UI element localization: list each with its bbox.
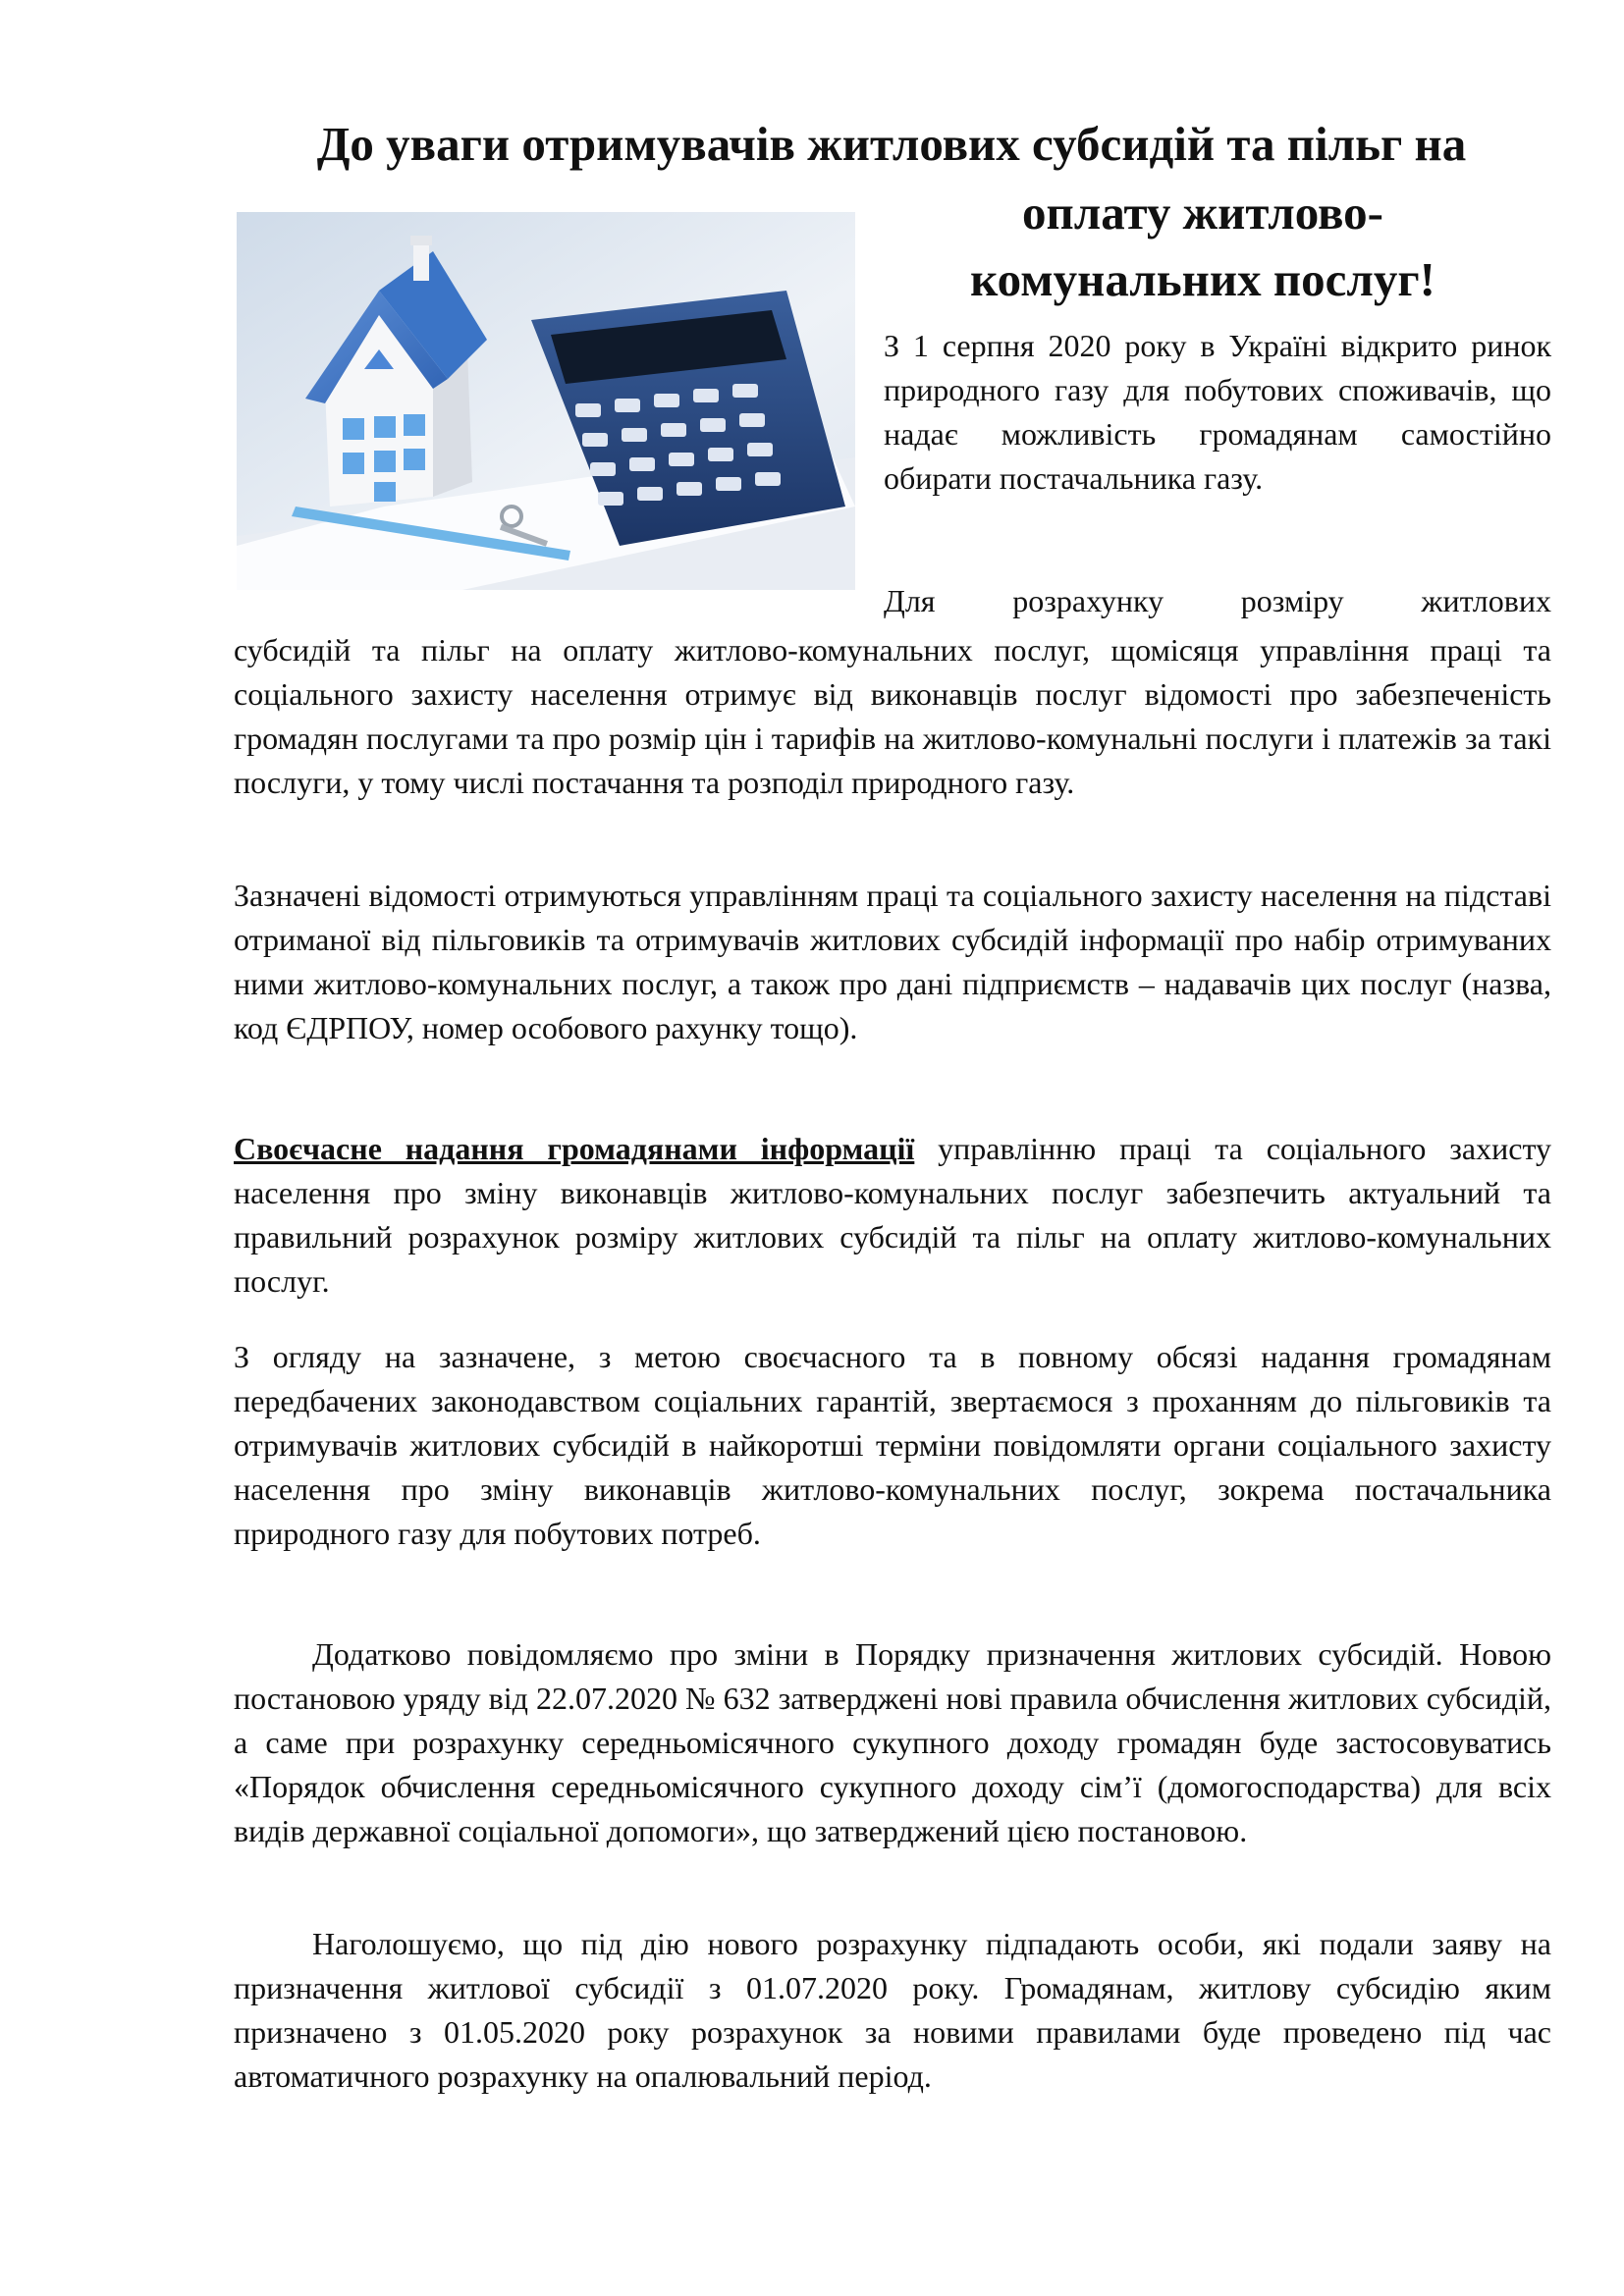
timely-info-emphasis: Своєчасне надання громадянами інформації [234,1131,915,1166]
appeal-paragraph: З огляду на зазначене, з метою своєчасного та в повному обсязі надання громадянам передбачених законодавством соціальних гарантій, звертаємося з проханням до пільговиків та отримувачів житлових субсидій в найкоротші терміни повідомляти органи соціального захисту населення про зміну виконавців житлово-комунальних послуг, зокрема постачальника природного газу для побутових потреб. [234,1339,1551,1551]
timely-info-text: управлінню праці та соціального захисту населення про зміну виконавців житлово-комунальних послуг забезпечить актуальний та правильний розрахунок розміру житлових субсидій та пільг на оплату житлово-комунальних послуг. [234,1131,1552,1299]
calc-paragraph-first-line: Для розрахунку розміру житлових [884,583,1551,618]
calc-paragraph: субсидій та пільг на оплату житлово-комунальних послуг, щомісяця управління праці та соціального захисту населення отримує від виконавців послуг відомості про забезпеченість громадян послугами та про розмір цін і тарифів на житлово-комунальні послуги і платежів за такі послуги, у тому числі постачання та розподіл природного газу. [234,632,1551,800]
emphasis-paragraph: Наголошуємо, що під дію нового розрахунку підпадають особи, які подали заяву на призначення житлової субсидії з 01.07.2020 року. Громадянам, житлову субсидію яким призначено з 01.05.2020 року розрахунок за новими правилами буде проведено під час автоматичного розрахунку на опалювальний період. [234,1926,1551,2094]
timely-info-paragraph [234,1127,1551,1304]
heading-line-1: До уваги отримувачів житлових субсидій та пільг на [316,117,1467,171]
house-calculator-image [237,212,855,590]
heading-line-3: комунальних послуг! [970,252,1435,306]
intro-paragraph: З 1 серпня 2020 року в Україні відкрито ринок природного газу для побутових споживачів, що надає можливість громадянам самостійно обирати постачальника газу. [884,328,1551,496]
heading-line-2: оплату житлово- [1022,186,1383,240]
changes-paragraph: Додатково повідомляємо про зміни в Порядку призначення житлових субсидій. Новою постановою уряду від 22.07.2020 № 632 затверджені нові правила обчислення житлових субсидій, а саме при розрахунку середньомісячного сукупного доходу громадян буде застосовуватись «Порядок обчислення середньомісячного сукупного доходу сім’ї (домогосподарства) для всіх видів державної соціальної допомоги», що затверджений цією постановою. [234,1636,1551,1848]
info-source-paragraph: Зазначені відомості отримуються управлінням праці та соціального захисту населення на підставі отриманої від пільговиків та отримувачів житлових субсидій інформації про набір отримуваних ними житлово-комунальних послуг, а також про дані підприємств – надавачів цих послуг (назва, код ЄДРПОУ, номер особового рахунку тощо). [234,878,1551,1045]
